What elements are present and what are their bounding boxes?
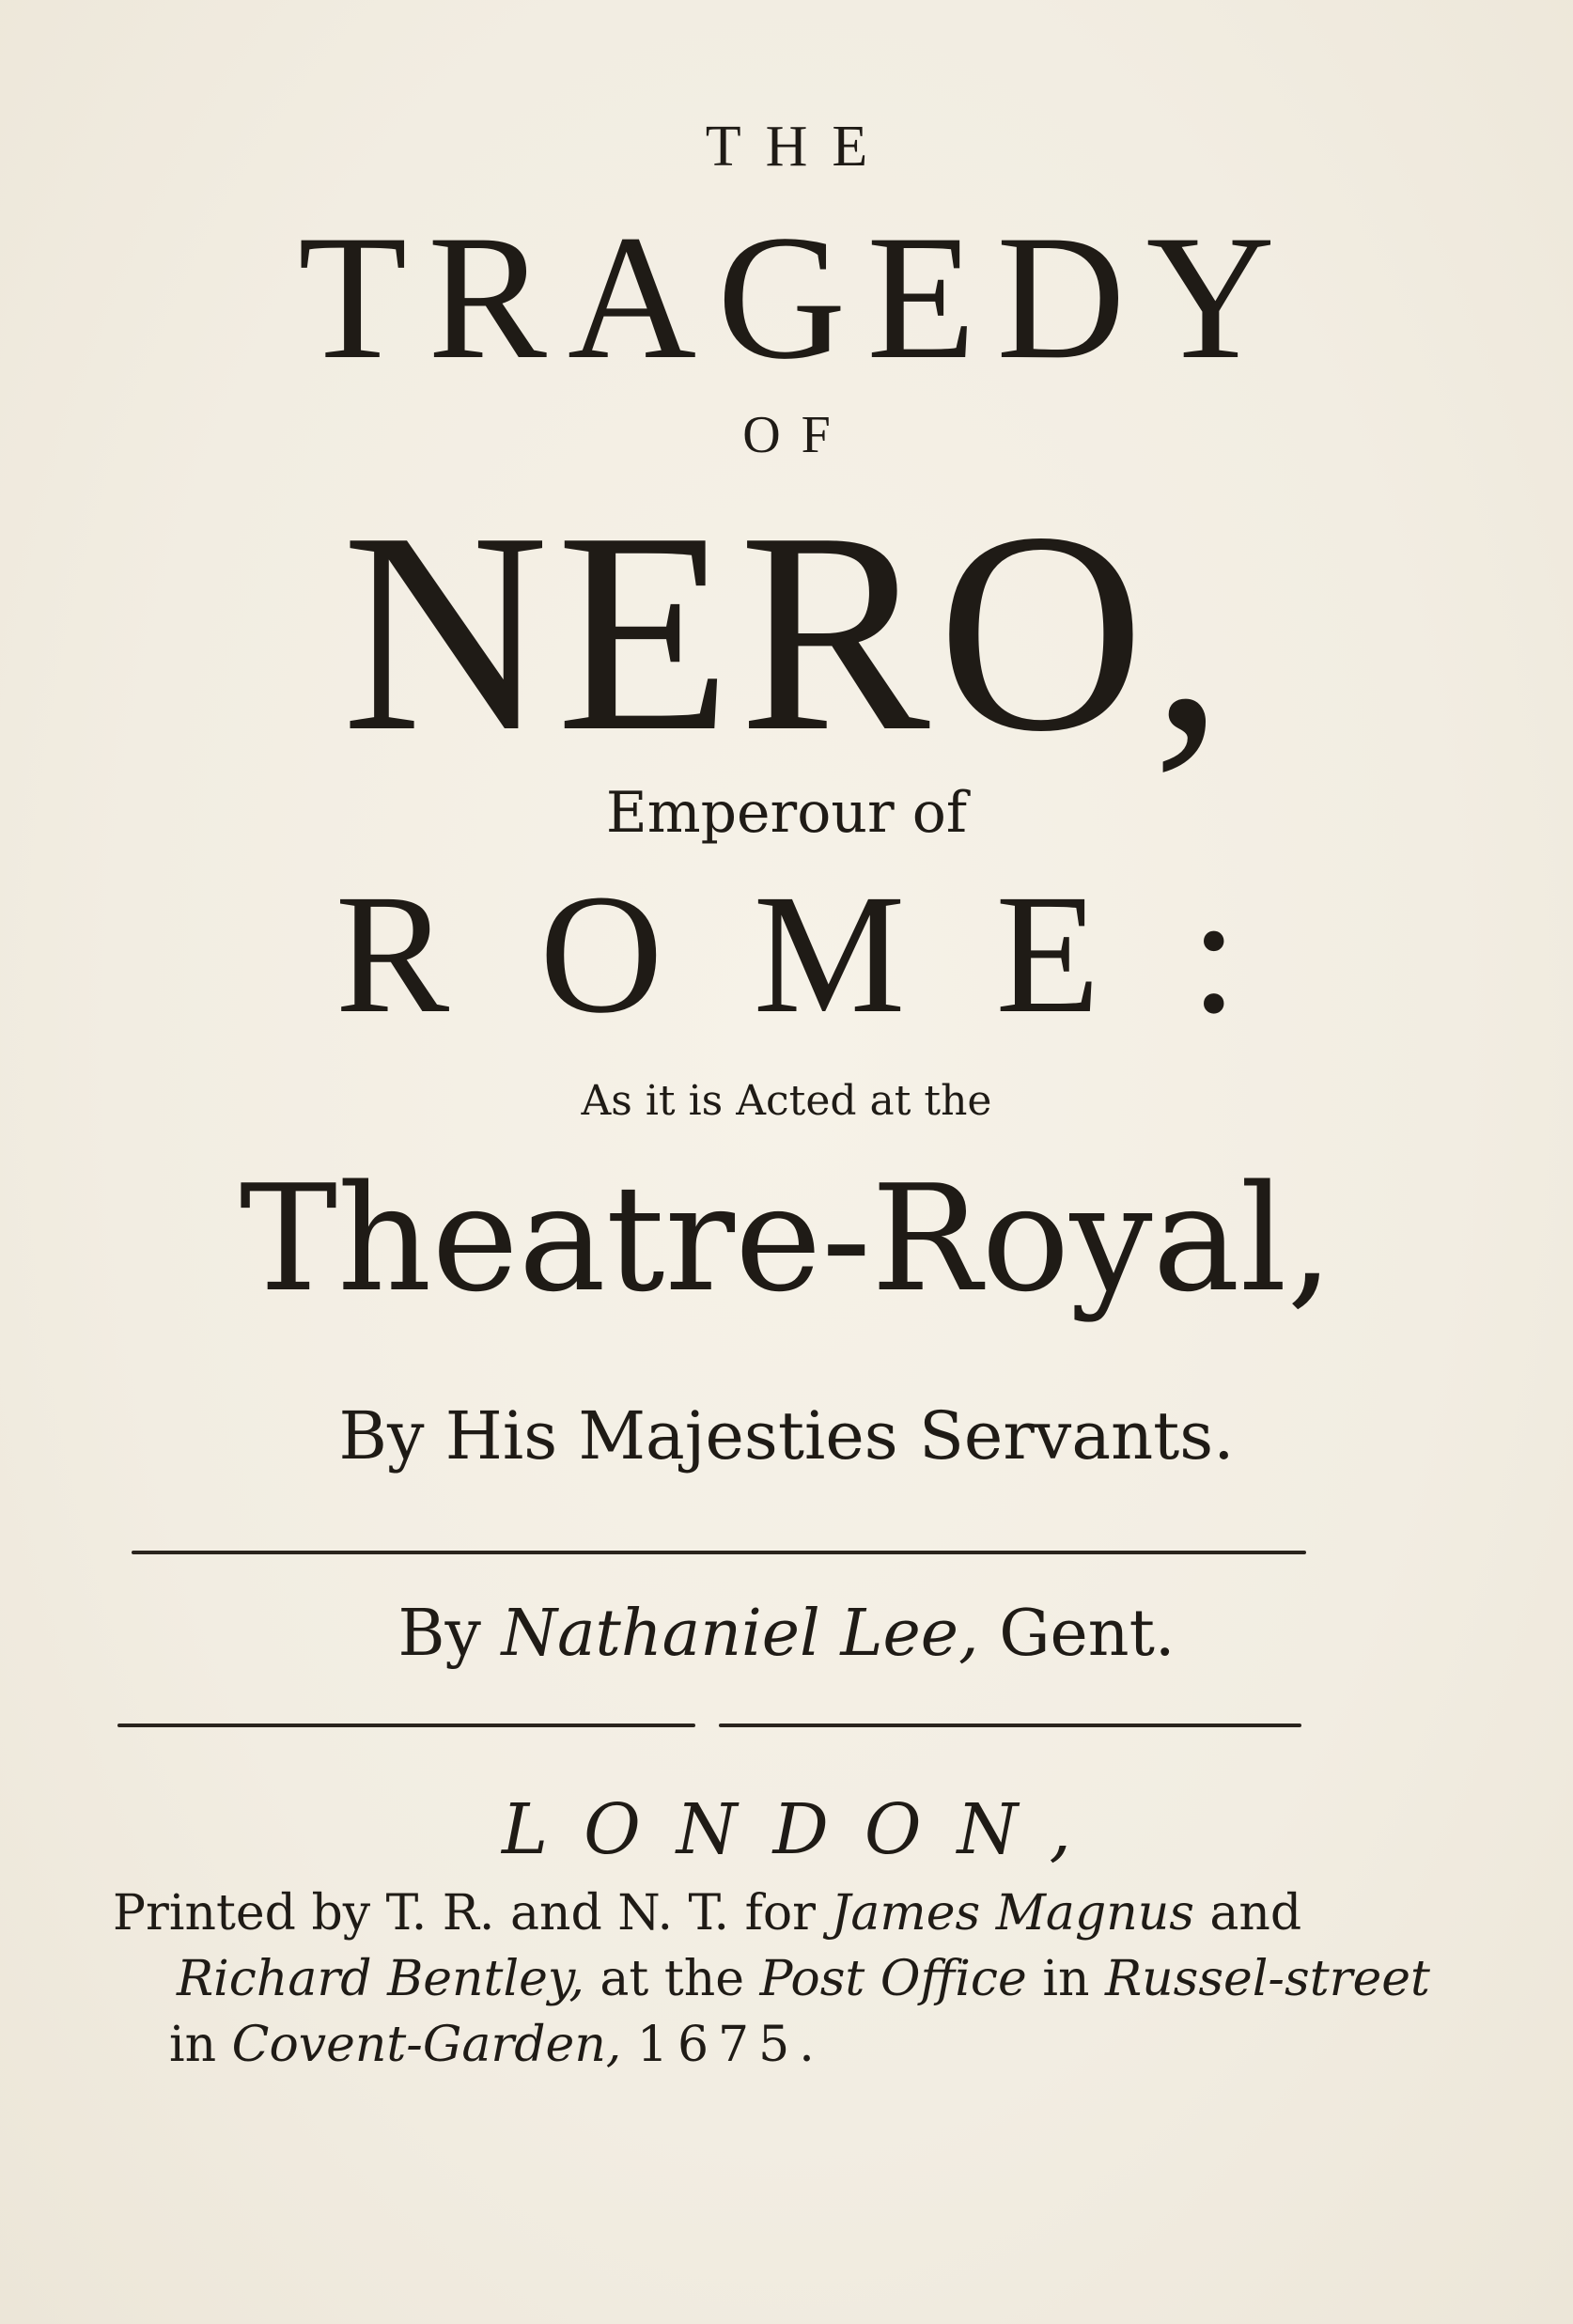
imprint-publisher-magnus: James Magnus — [831, 1885, 1194, 1942]
divider-rule-left — [117, 1724, 695, 1727]
imprint-street: Russel-street — [1105, 1951, 1430, 2007]
title-rome: ROME: — [335, 860, 1329, 1049]
divider-rule-right — [719, 1724, 1301, 1727]
imprint-line-3 — [169, 2017, 824, 2073]
imprint-year: 1675. — [636, 2017, 824, 2073]
author-by: By — [397, 1597, 481, 1671]
imprint-line-2 — [177, 1951, 1430, 2007]
imprint-and: and — [1209, 1885, 1302, 1942]
author-suffix: Gent. — [999, 1597, 1176, 1671]
imprint-location: Covent-Garden, — [231, 2017, 622, 2073]
acted-line: As it is Acted at the — [581, 1077, 992, 1125]
title-nero: NERO, — [341, 473, 1232, 790]
subtitle-emperour: Emperour of — [605, 780, 968, 846]
imprint-publisher-bentley: Richard Bentley, — [177, 1951, 584, 2007]
title-the: THE — [705, 115, 893, 179]
theatre-royal: Theatre-Royal, — [239, 1153, 1334, 1324]
servants-line: By His Majesties Servants. — [338, 1397, 1235, 1474]
title-tragedy: TRAGEDY — [298, 199, 1296, 397]
imprint-post-office: Post Office — [759, 1951, 1027, 2007]
imprint-printers: Printed by T. R. and N. T. for — [113, 1885, 817, 1942]
imprint-line-1 — [113, 1885, 1302, 1942]
author-line — [0, 1597, 1573, 1671]
title-of: OF — [742, 406, 851, 464]
imprint-in-2: in — [169, 2017, 217, 2073]
divider-rule — [132, 1551, 1306, 1554]
imprint-in: in — [1042, 1951, 1090, 2007]
imprint-london: LONDON, — [501, 1789, 1108, 1870]
author-name: Nathaniel Lee, — [501, 1597, 979, 1671]
imprint-at-the: at the — [600, 1951, 744, 2007]
